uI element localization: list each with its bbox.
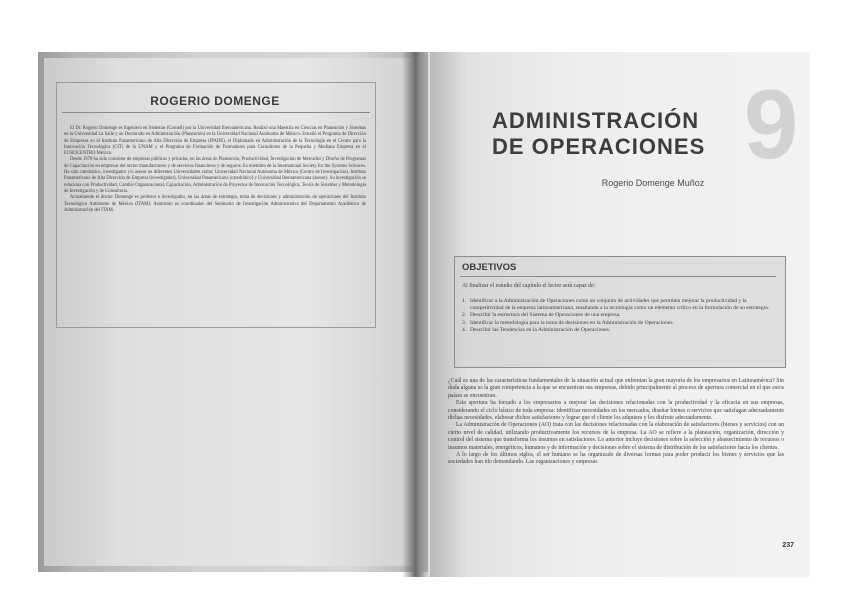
objectives-list <box>462 298 776 334</box>
chapter-title-line: ADMINISTRACIÓN <box>492 108 700 133</box>
objective-item <box>462 327 776 334</box>
objectives-heading: OBJETIVOS <box>462 262 517 273</box>
bio-paragraph: Desde 1978 ha sido consultor de empresas públicas y privadas, en las áreas de Planeación, Productividad, Investigación de Mercados y Diseño de Programas de Capacitación en empresas del sector manufacturero y de servicios financieros y de seguros. Es miembro de la International Society for the Systems Sciences. Ha sido catedrático, investigador y/o asesor en diferentes Universidades como: Universidad Nacional Autónoma de México (Centro de Investigación), Instituto Panamericano de Alta Dirección de Empresa (investigador), Universidad Panamericana (catedrático) y Universidad Iberoamericana (asesor). Su investigación se relaciona con Productividad, Cambio Organizacional, Capacitación, Administración de Proyectos de Innovación Tecnológica, Teoría de Sistemas y Metodología de Investigación y de Consultoría. <box>64 157 366 194</box>
chapter-body-text <box>448 378 784 467</box>
objective-item <box>462 320 776 327</box>
objective-item <box>462 312 776 319</box>
author-bio-text <box>64 126 366 214</box>
bio-paragraph: El Dr. Rogerio Domenge es Ingeniero en Sistemas (Cornell) por la Universidad Iberoamericana. Realizó una Maestría en Ciencias en Planeación y Sistemas en la Universidad La Salle y un Doctorado en Administración (Planeación) en la Universidad Nacional Autónoma de México. Estudió el Programa de Dirección de Empresas en el Instituto Panamericano de Alta Dirección de Empresa (IPADE), el Diplomado en Administración de la Tecnología en el Centro para la Innovación Tecnológica (CIT) de la UNAM y el Programa de Formación de Formadores para Consultores de la Pequeña y Mediana Empresa en el EUROCENTRO México. <box>64 126 366 157</box>
author-heading: ROGERIO DOMENGE <box>150 94 280 108</box>
objective-number: 4. <box>462 326 467 333</box>
objective-number: 1. <box>462 298 467 304</box>
chapter-author: Rogerio Domenge Muñoz <box>601 178 705 188</box>
chapter-number: 9 <box>743 69 799 179</box>
objective-item <box>462 298 776 312</box>
body-paragraph: A lo largo de los últimos siglos, el ser humano se ha organizado de diversas formas para poder producir los bienes y servicios que las sociedades han ido demandando. Las organizaciones y empresas <box>448 452 784 466</box>
page-number: 237 <box>782 542 794 549</box>
body-paragraph: Esta apertura ha forzado a los empresarios a mejorar las decisiones relacionadas con la productividad y la eficacia en sus empresas, considerando el ciclo básico de toda empresa: identificar necesidades en los mercados, diseñar bienes o servicios que satisfagan adecuadamente dichas necesidades, elaborar dichos satisfactores y lograr que el cliente los adquiera y los disfrute adecuadamente. <box>448 400 784 422</box>
objective-text: Identificar la metodología para la toma de decisiones en la Administración de Operaciones. <box>470 319 674 326</box>
objective-number: 2. <box>462 312 467 319</box>
body-paragraph: La Administración de Operaciones (AO) trata con las decisiones relacionadas con la elaboración de satisfactores (bienes y servicios) con un cierto nivel de calidad, utilizando productivamente los recursos de la empresa. La AO se refiere a la planeación, organización, dirección y control del sistema que transforma los insumos en satisfactores. Lo anterior incluye decisiones sobre la selección y abastecimiento de recursos o insumos materiales, energéticos, humanos y de información y decisiones sobre el sistema de distribución de los satisfactores hacia los clientes. <box>448 422 784 451</box>
body-paragraph: ¿Cuál es una de las características fundamentales de la situación actual que enfrentan la gran mayoría de los empresarios en Latinoamérica? Sin duda alguna es la gran competencia a la que se encuentran sus empresas, debido principalmente al proceso de apertura comercial en el que estos países se encuentran. <box>448 378 784 399</box>
chapter-title-line: DE OPERACIONES <box>492 134 706 159</box>
bio-paragraph: Actualmente el doctor Domenge es profesor e investigador, en las áreas de estrategia, toma de decisiones y administración de operaciones del Instituto Tecnológico Autónomo de México (ITAM). Asimismo es coordinador del Seminario de Investigación Administrativa del Departamento Académico de Administración del ITAM. <box>64 195 366 213</box>
objective-text: Identificar a la Administración de Operaciones como un conjunto de actividades que permiten mejorar la productividad y la competitividad de la empresa latinoamericana, resaltando a la tecnología como un elemento crítico en la formulación de su estrategia. <box>470 298 770 312</box>
objectives-intro: Al finalizar el estudio del capítulo el lector será capaz de: <box>462 283 596 289</box>
objectives-rule <box>460 276 776 277</box>
chapter-title <box>492 108 742 160</box>
author-heading-rule <box>62 112 370 113</box>
objective-text: Describir las Tendencias en la Administración de Operaciones. <box>470 326 611 333</box>
book-gutter <box>402 52 432 577</box>
objective-number: 3. <box>462 319 467 326</box>
objective-text: Describir la estructura del Sistema de Operaciones de una empresa. <box>470 312 621 319</box>
